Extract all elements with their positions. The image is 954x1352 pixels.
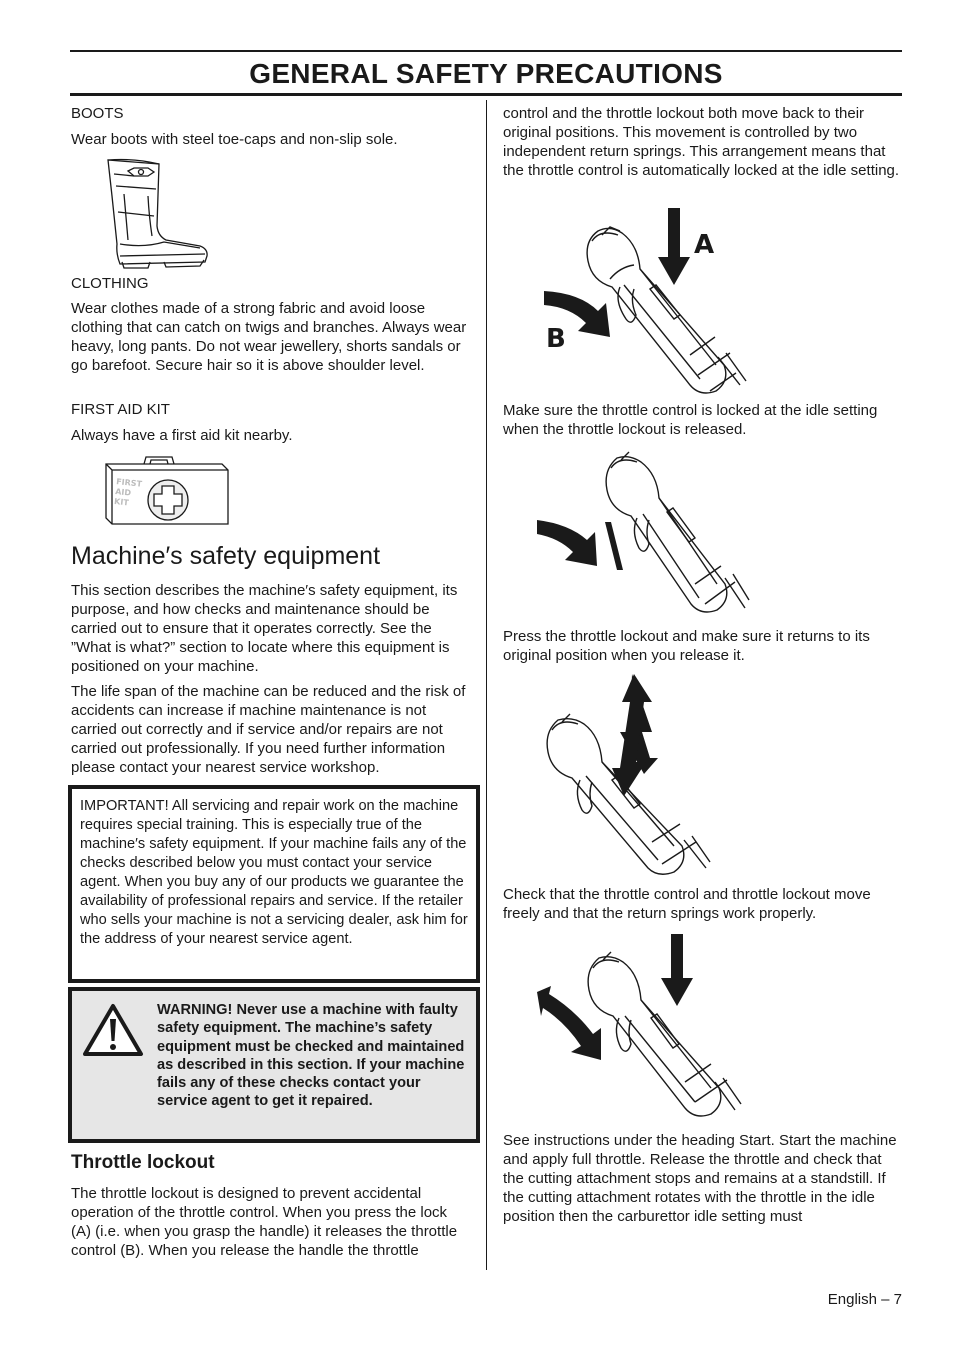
important-text: IMPORTANT! All servicing and repair work on the machine requires special training. This is especially true of the machine′s safety equipment. If your machine fails any of the checks described below you must contact your service agent. When you buy any of our products we guarantee the availability of professional repairs and service. If the retailer who sells your machine is not a servicing dealer, ask him for the address of your nearest service agent.: [80, 798, 468, 947]
header-rule-bottom: [70, 93, 902, 96]
caption-start-check: See instructions under the heading Start. Start the machine and apply full throttle. Release the throttle and check that the cutting attachment stops and remains at a standstill. If the cutting attachment rotates with the throttle in the idle position then the carburettor idle setting must: [503, 1132, 897, 1225]
boot-illustration: [104, 156, 214, 271]
warning-triangle-icon: [82, 1003, 144, 1057]
column-divider: [486, 100, 487, 1270]
warning-text: WARNING! Never use a machine with faulty safety equipment. The machine’s safety equipment must be checked and maintained as described in this section. If your machine fails any of these checks contact your service agent to get it repaired.: [157, 1002, 465, 1110]
clothing-heading: CLOTHING: [71, 275, 149, 292]
clothing-text: Wear clothes made of a strong fabric and avoid loose clothing that can catch on twigs and branches. Always wear heavy, long pants. Do not wear jewellery, shorts sandals or go barefoot. Secure hair so it is above shoulder level.: [71, 300, 467, 374]
label-a: A: [694, 230, 715, 260]
header-rule-top: [70, 50, 902, 52]
label-b: B: [546, 324, 566, 354]
section-title: Machine′s safety equipment: [71, 542, 381, 570]
important-notice-box: [68, 785, 480, 983]
throttle-handle-figure-ab: [540, 205, 770, 405]
return-springs-text: control and the throttle lockout both move back to their original positions. This movement is controlled by two independent return springs. This arrangement means that the throttle control is automatically locked at the idle setting.: [503, 105, 900, 179]
caption-move-freely: Check that the throttle control and throttle lockout move freely and that the return springs work properly.: [503, 886, 871, 922]
page-title: GENERAL SAFETY PRECAUTIONS: [249, 58, 723, 89]
boots-heading: BOOTS: [71, 105, 124, 122]
lifespan-paragraph: The life span of the machine can be reduced and the risk of accidents can increase if machine maintenance is not carried out correctly and if service and/or repairs are not carried out professionally. If you need further information please contact your nearest service workshop.: [71, 683, 466, 776]
intro-paragraph: This section describes the machine′s safety equipment, its purpose, and how checks and maintenance should be carried out to ensure that it operates correctly. See the ”What is what?” section to locate where this equipment is positioned on your machine.: [71, 582, 458, 675]
page-number: English – 7: [827, 1291, 902, 1308]
caption-lockout-returns: Press the throttle lockout and make sure it returns to its original position when you release it.: [503, 628, 870, 664]
throttle-handle-figure-springs: [535, 932, 760, 1127]
firstaid-text: Always have a first aid kit nearby.: [71, 427, 293, 444]
throttle-lockout-heading: Throttle lockout: [71, 1152, 215, 1173]
warning-box: [68, 987, 480, 1143]
caption-idle-locked: Make sure the throttle control is locked at the idle setting when the throttle lockout is released.: [503, 402, 878, 438]
first-aid-kit-label: FIRSTAIDKIT: [113, 477, 143, 508]
boots-text: Wear boots with steel toe-caps and non-slip sole.: [71, 131, 398, 148]
throttle-handle-figure-idle: [535, 448, 765, 623]
first-aid-kit-illustration: [104, 454, 230, 526]
throttle-lockout-text: The throttle lockout is designed to prevent accidental operation of the throttle control. When you press the lock (A) (i.e. when you grasp the handle) it releases the throttle control (B). When you release the handle the throttle: [71, 1185, 458, 1259]
firstaid-heading: FIRST AID KIT: [71, 401, 170, 418]
throttle-handle-figure-lockout: [540, 672, 760, 882]
